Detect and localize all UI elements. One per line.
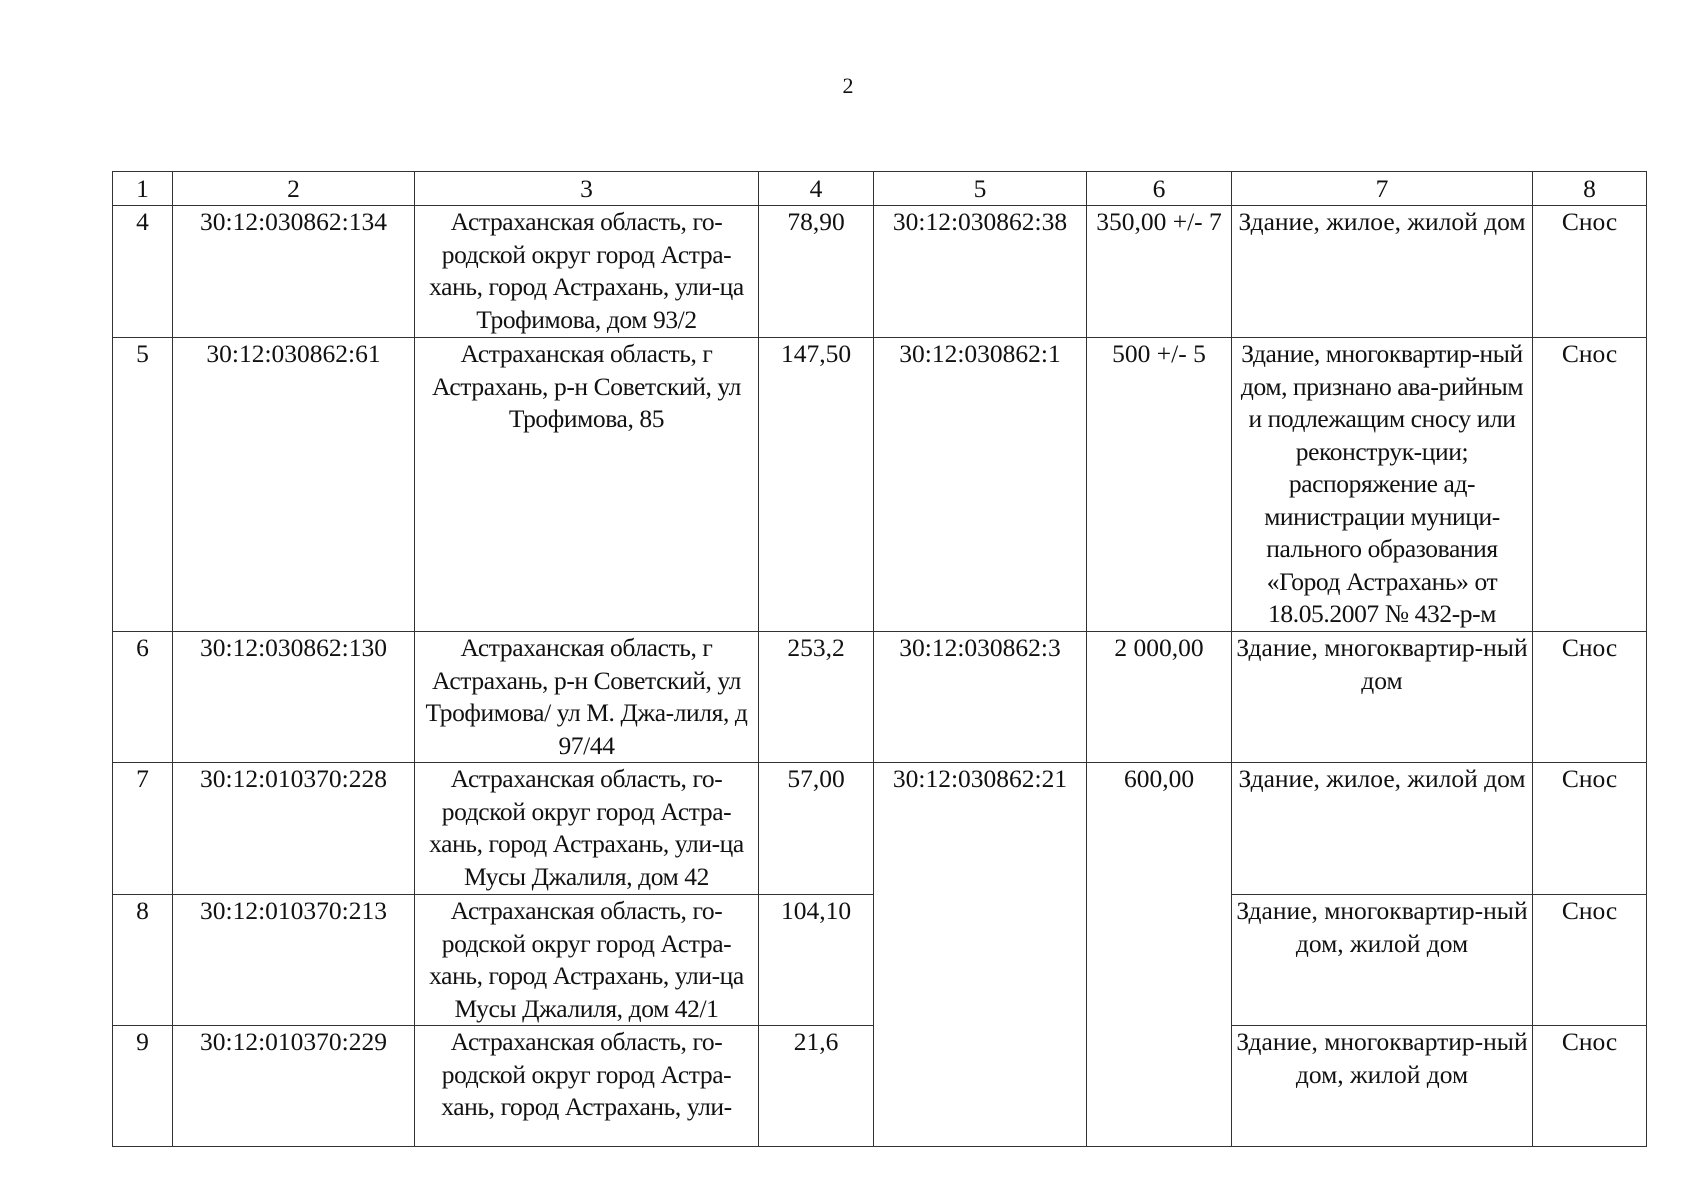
description-cell: Здание, жилое, жилой дом [1232, 206, 1533, 338]
area-cell: 78,90 [759, 206, 874, 338]
land-number-cell: 30:12:030862:1 [874, 338, 1087, 632]
land-area-cell: 2 000,00 [1087, 632, 1232, 763]
row-number-cell: 4 [113, 206, 173, 338]
address-cell: Астраханская область, го-родской округ город Астра-хань, город Астрахань, ули-ца Трофимова, дом 93/2 [415, 206, 759, 338]
column-header: 5 [874, 172, 1087, 206]
cadastral-number-cell: 30:12:010370:229 [173, 1026, 415, 1147]
column-header: 1 [113, 172, 173, 206]
action-cell: Снос [1533, 206, 1647, 338]
action-cell: Снос [1533, 763, 1647, 895]
cadastral-number-cell: 30:12:010370:228 [173, 763, 415, 895]
description-cell: Здание, многоквартир-ный дом, жилой дом [1232, 895, 1533, 1026]
column-header: 2 [173, 172, 415, 206]
row-number-cell: 8 [113, 895, 173, 1026]
row-number-cell: 5 [113, 338, 173, 632]
action-cell: Снос [1533, 895, 1647, 1026]
row-number-cell: 9 [113, 1026, 173, 1147]
cadastral-number-cell: 30:12:010370:213 [173, 895, 415, 1026]
land-number-cell: 30:12:030862:3 [874, 632, 1087, 763]
table-row [113, 206, 1647, 338]
action-cell: Снос [1533, 1026, 1647, 1147]
address-cell: Астраханская область, г Астрахань, р-н Советский, ул Трофимова/ ул М. Джа-лиля, д 97/44 [415, 632, 759, 763]
action-cell: Снос [1533, 338, 1647, 632]
address-cell: Астраханская область, г Астрахань, р-н Советский, ул Трофимова, 85 [415, 338, 759, 632]
land-number-cell: 30:12:030862:38 [874, 206, 1087, 338]
column-header: 8 [1533, 172, 1647, 206]
action-cell: Снос [1533, 632, 1647, 763]
description-cell: Здание, многоквартир-ный дом, жилой дом [1232, 1026, 1533, 1147]
area-cell: 21,6 [759, 1026, 874, 1147]
area-cell: 104,10 [759, 895, 874, 1026]
land-area-cell: 600,00 [1087, 763, 1232, 1147]
column-header: 6 [1087, 172, 1232, 206]
cadastral-number-cell: 30:12:030862:130 [173, 632, 415, 763]
address-cell: Астраханская область, го-родской округ город Астра-хань, город Астрахань, ули-ца Мусы Джалиля, дом 42 [415, 763, 759, 895]
page-number: 2 [842, 73, 854, 98]
land-number-cell: 30:12:030862:21 [874, 763, 1087, 1147]
description-cell: Здание, многоквартир-ный дом, признано ава-рийным и подлежащим сносу или реконструк-ции; распоряжение ад-министрации муници-пального образования «Город Астрахань» от 18.05.2007 № 432-р-м [1232, 338, 1533, 632]
land-area-cell: 350,00 +/- 7 [1087, 206, 1232, 338]
table-row [113, 763, 1647, 895]
cadastral-number-cell: 30:12:030862:61 [173, 338, 415, 632]
address-cell: Астраханская область, го-родской округ город Астра-хань, город Астрахань, ули-ца Мусы Джалиля, дом 42/1 [415, 895, 759, 1026]
area-cell: 57,00 [759, 763, 874, 895]
row-number-cell: 7 [113, 763, 173, 895]
description-cell: Здание, жилое, жилой дом [1232, 763, 1533, 895]
column-header: 7 [1232, 172, 1533, 206]
area-cell: 253,2 [759, 632, 874, 763]
table-row [113, 338, 1647, 632]
land-area-cell: 500 +/- 5 [1087, 338, 1232, 632]
row-number-cell: 6 [113, 632, 173, 763]
table-header-row [113, 172, 1647, 206]
column-header: 4 [759, 172, 874, 206]
column-header: 3 [415, 172, 759, 206]
description-cell: Здание, многоквартир-ный дом [1232, 632, 1533, 763]
property-table [112, 171, 1647, 1147]
cadastral-number-cell: 30:12:030862:134 [173, 206, 415, 338]
address-cell: Астраханская область, го-родской округ город Астра-хань, город Астрахань, ули- [415, 1026, 759, 1147]
table-row [113, 632, 1647, 763]
area-cell: 147,50 [759, 338, 874, 632]
